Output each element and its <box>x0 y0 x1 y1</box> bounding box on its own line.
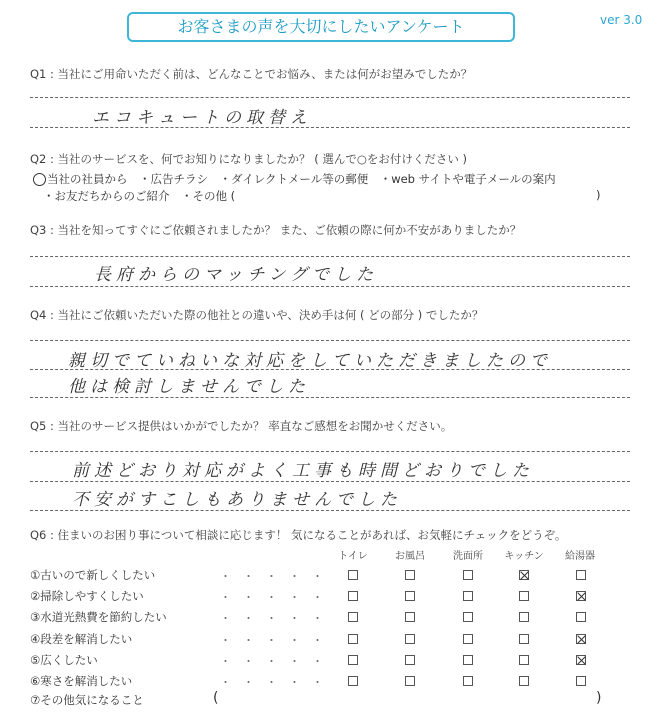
q6-checkbox-2[interactable] <box>405 634 415 644</box>
q6-row-dots: ・・・・・ <box>220 591 335 604</box>
col-header-bath: お風呂 <box>395 551 425 562</box>
q6-row-label: ①古いので新しくしたい <box>30 568 156 582</box>
q6-other-label: ⑦その他気になること <box>30 693 144 707</box>
q6-checkbox-3[interactable] <box>463 591 473 601</box>
q5-divider <box>30 510 630 511</box>
q6-row-label: ③水道光熱費を節約したい <box>30 610 167 624</box>
q2-question: Q2 : 当社のサービスを、何でお知りになりましたか？ ( 選んで○をお付けください ) <box>30 152 468 166</box>
q6-checkbox-3[interactable] <box>463 570 473 580</box>
page-title: お客さまの声を大切にしたいアンケート <box>127 12 515 42</box>
q1-divider <box>30 97 630 98</box>
selected-circle-mark[interactable] <box>33 173 46 186</box>
q6-checkbox-5-checked[interactable] <box>576 634 586 644</box>
q1-question: Q1 : 当社にご用命いただく前は、どんなことでお悩み、または何がお望みでしたか？ <box>30 67 473 81</box>
q6-checkbox-1[interactable] <box>348 634 358 644</box>
q6-checkbox-4-checked[interactable] <box>519 570 529 580</box>
q6-checkbox-2[interactable] <box>405 570 415 580</box>
q4-question: Q4 : 当社にご依頼いただいた際の他社との違いや、決め手は何 ( どの部分 ) でしたか？ <box>30 308 484 322</box>
q4-answer-line1[interactable]: 親切でていねいな対応をしていただきましたので <box>68 351 552 371</box>
q6-other-open: ( <box>213 690 219 706</box>
q6-checkbox-4[interactable] <box>519 634 529 644</box>
q2-options-line1 <box>33 171 556 187</box>
col-header-kitchen: キッチン <box>504 551 544 562</box>
q2-options-text: 当社の社員から ・広告チラシ ・ダイレクトメール等の郵便 ・web サイトや電子メールの案内 <box>47 172 556 186</box>
q1-divider <box>30 127 630 128</box>
q6-question: Q6 : 住まいのお困り事について相談に応じます！ 気になることがあれば、お気軽にチェックをどうぞ。 <box>30 528 567 542</box>
q5-answer-line2[interactable]: 不安がすこしもありませんでした <box>72 490 402 510</box>
q6-checkbox-5[interactable] <box>576 676 586 686</box>
q6-checkbox-1[interactable] <box>348 591 358 601</box>
col-header-water-heater: 給湯器 <box>565 551 595 562</box>
q5-question: Q5 : 当社のサービス提供はいかがでしたか？ 率直なご感想をお聞かせください。 <box>30 419 453 433</box>
q6-checkbox-3[interactable] <box>463 676 473 686</box>
q6-row-label: ②掃除しやすくしたい <box>30 589 144 603</box>
q6-checkbox-1[interactable] <box>348 570 358 580</box>
col-header-washroom: 洗面所 <box>453 551 483 562</box>
q3-divider <box>30 256 630 257</box>
q4-answer-line2[interactable]: 他は検討しませんでした <box>68 377 310 397</box>
q6-checkbox-5[interactable] <box>576 570 586 580</box>
q6-checkbox-4[interactable] <box>519 676 529 686</box>
q5-answer-line1[interactable]: 前述どおり対応がよく工事も時間どおりでした <box>72 461 534 481</box>
q6-checkbox-1[interactable] <box>348 676 358 686</box>
q2-options-line2: ・お友だちからのご紹介 ・その他 ( <box>43 189 236 203</box>
q6-checkbox-2[interactable] <box>405 676 415 686</box>
q1-answer[interactable]: エコキュートの取替え <box>92 108 312 128</box>
version-label: ver 3.0 <box>600 13 643 27</box>
q6-checkbox-3[interactable] <box>463 634 473 644</box>
q6-checkbox-4[interactable] <box>519 612 529 622</box>
q6-checkbox-1[interactable] <box>348 612 358 622</box>
q6-checkbox-2[interactable] <box>405 591 415 601</box>
q6-checkbox-3[interactable] <box>463 655 473 665</box>
q6-checkbox-3[interactable] <box>463 612 473 622</box>
q4-divider <box>30 369 630 370</box>
q6-row-dots: ・・・・・ <box>220 676 335 689</box>
q6-checkbox-2[interactable] <box>405 612 415 622</box>
q6-row-dots: ・・・・・ <box>220 634 335 647</box>
q6-checkbox-4[interactable] <box>519 655 529 665</box>
q6-row-label: ⑥寒さを解消したい <box>30 674 133 688</box>
q5-divider <box>30 451 630 452</box>
q3-question: Q3 : 当社を知ってすぐにご依頼されましたか？ また、ご依頼の際に何か不安がありましたか？ <box>30 223 522 237</box>
q4-divider <box>30 340 630 341</box>
q6-checkbox-5-checked[interactable] <box>576 655 586 665</box>
q6-row-dots: ・・・・・ <box>220 655 335 668</box>
q6-other-close: ) <box>596 690 602 706</box>
q2-other-close: ) <box>596 188 601 202</box>
q6-checkbox-2[interactable] <box>405 655 415 665</box>
q3-answer[interactable]: 長府からのマッチングでした <box>94 265 379 285</box>
col-header-toilet: トイレ <box>338 551 368 562</box>
q3-divider <box>30 286 630 287</box>
q6-checkbox-5[interactable] <box>576 612 586 622</box>
q6-row-label: ④段差を解消したい <box>30 632 133 646</box>
q6-checkbox-4[interactable] <box>519 591 529 601</box>
q6-row-label: ⑤広くしたい <box>30 653 98 667</box>
q6-row-dots: ・・・・・ <box>220 612 335 625</box>
q5-divider <box>30 481 630 482</box>
q4-divider <box>30 397 630 398</box>
q6-row-dots: ・・・・・ <box>220 570 335 583</box>
q6-checkbox-5-checked[interactable] <box>576 591 586 601</box>
q6-checkbox-1[interactable] <box>348 655 358 665</box>
